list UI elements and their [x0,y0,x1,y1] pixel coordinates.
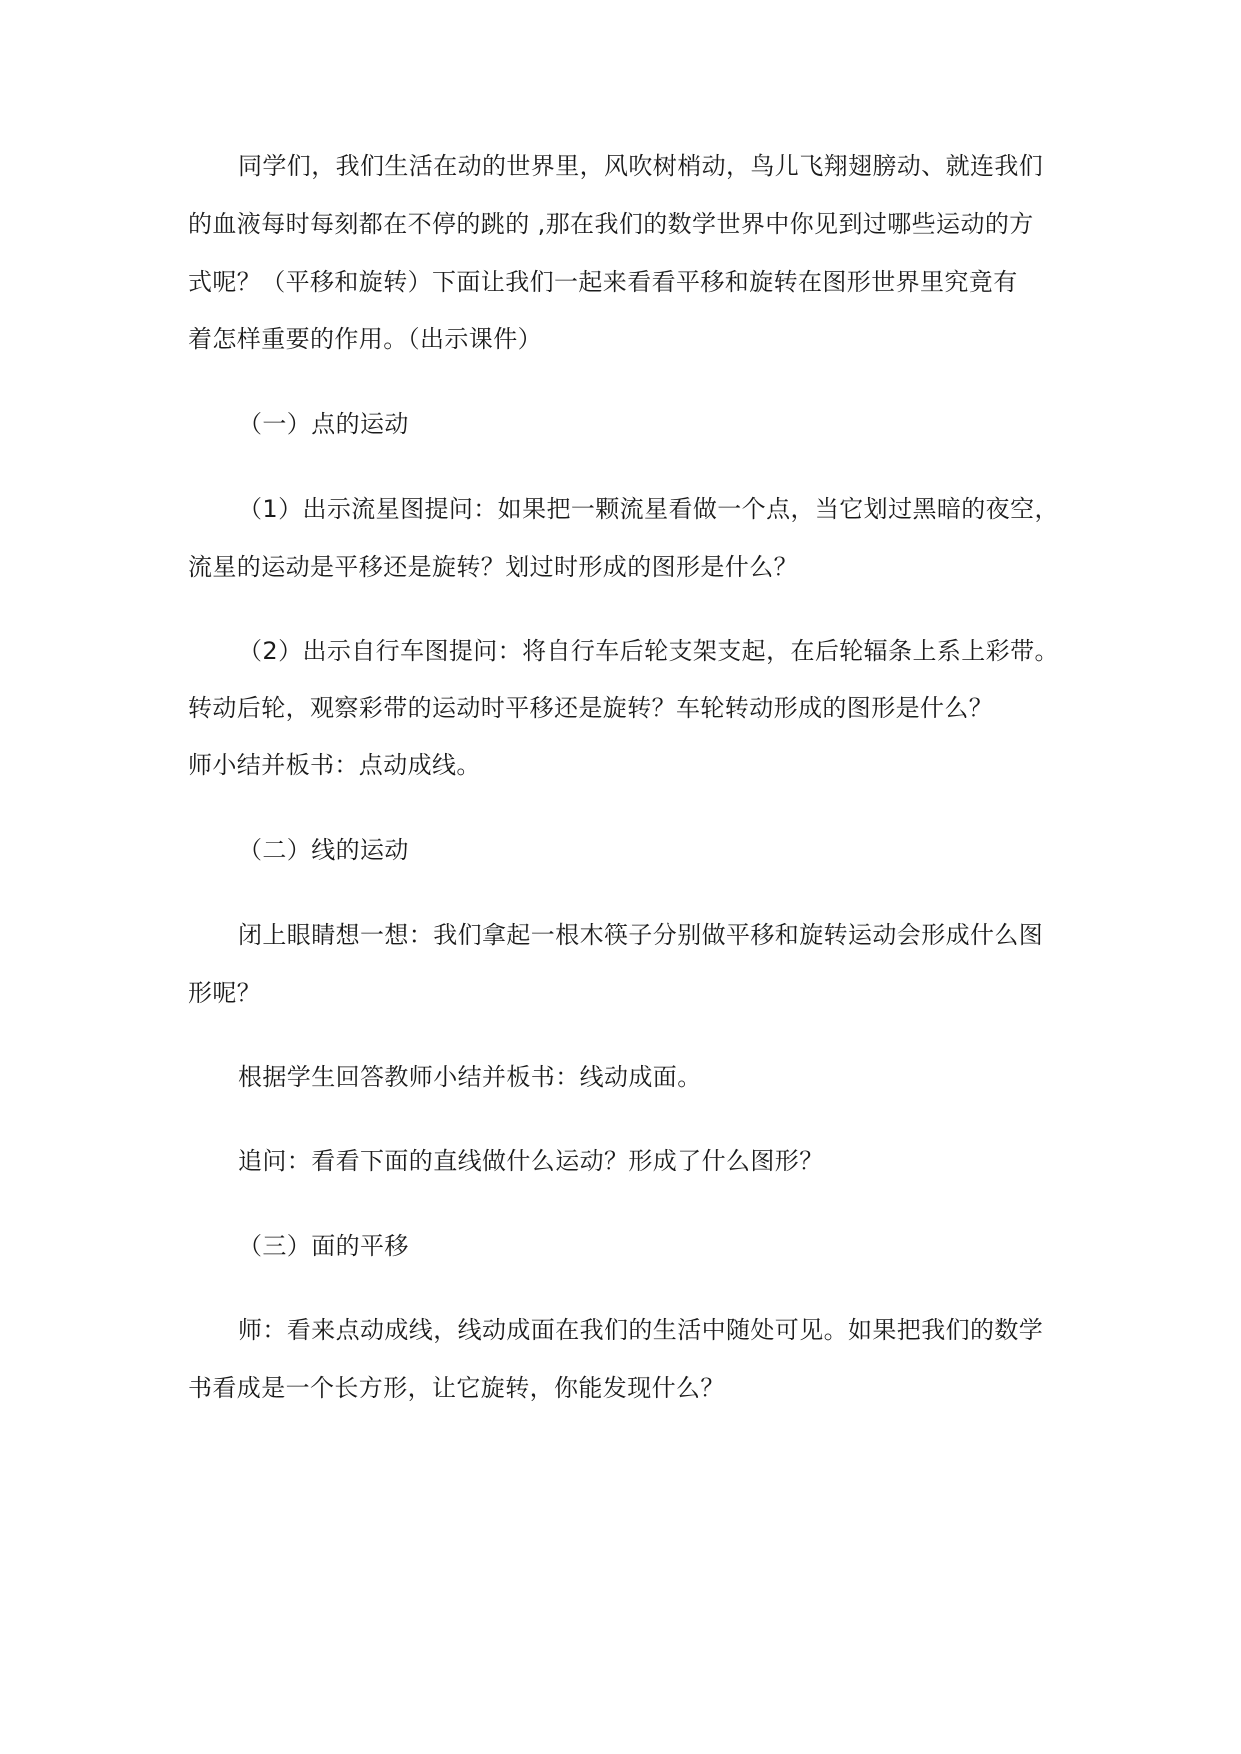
paragraph-4-line-2: 形呢？ [188,979,262,1007]
section-heading-1: （一）点的运动 [238,410,409,438]
paragraph-2-line-1: （1）出示流星图提问：如果把一颗流星看做一个点，当它划过黑暗的夜空， [238,495,1059,523]
paragraph-1-line-3: 式呢？（平移和旋转）下面让我们一起来看看平移和旋转在图形世界里究竟有 [188,268,1018,296]
paragraph-1-line-2: 的血液每时每刻都在不停的跳的 ,那在我们的数学世界中你见到过哪些运动的方 [188,210,1034,238]
paragraph-3-line-2: 转动后轮，观察彩带的运动时平移还是旋转？车轮转动形成的图形是什么？ [188,694,994,722]
section-heading-3: （三）面的平移 [238,1232,409,1260]
paragraph-7-line-2: 书看成是一个长方形，让它旋转，你能发现什么？ [188,1374,725,1402]
paragraph-3-line-3: 师小结并板书：点动成线。 [188,751,481,779]
paragraph-2-line-2: 流星的运动是平移还是旋转？划过时形成的图形是什么？ [188,553,798,581]
paragraph-7-line-1: 师：看来点动成线，线动成面在我们的生活中随处可见。如果把我们的数学 [238,1316,1044,1344]
section-heading-2: （二）线的运动 [238,836,409,864]
paragraph-6: 追问：看看下面的直线做什么运动？形成了什么图形？ [238,1147,824,1175]
paragraph-5: 根据学生回答教师小结并板书：线动成面。 [238,1063,702,1091]
paragraph-1-line-4: 着怎样重要的作用。（出示课件） [188,325,542,353]
paragraph-1-line-1: 同学们，我们生活在动的世界里，风吹树梢动，鸟儿飞翔翅膀动、就连我们 [238,152,1044,180]
paragraph-4-line-1: 闭上眼睛想一想：我们拿起一根木筷子分别做平移和旋转运动会形成什么图 [238,921,1044,949]
paragraph-3-line-1: （2）出示自行车图提问：将自行车后轮支架支起，在后轮辐条上系上彩带。 [238,637,1059,665]
